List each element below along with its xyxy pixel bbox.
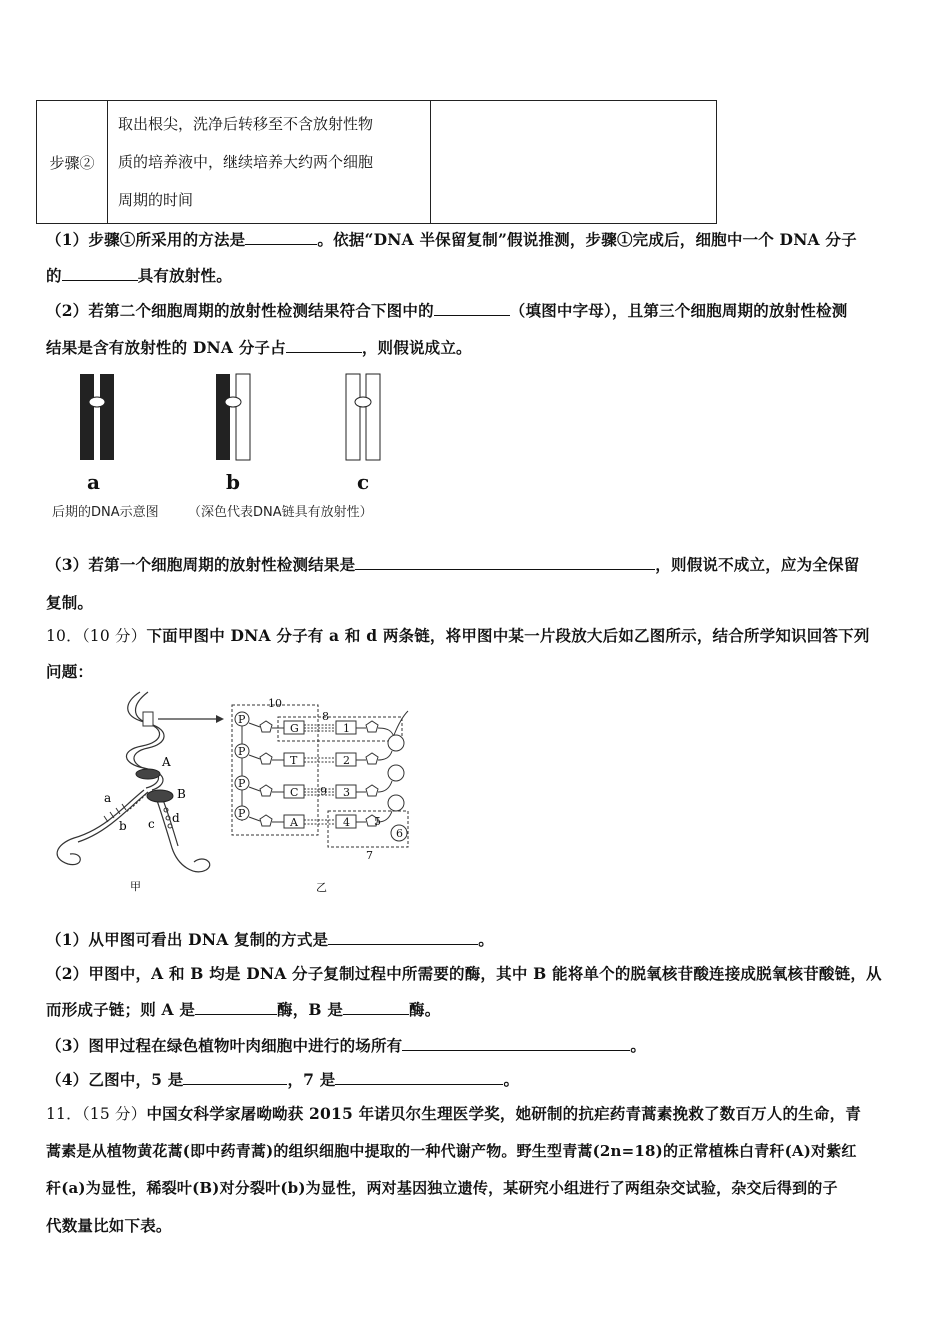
step-answer-cell bbox=[431, 101, 717, 224]
answer-blank[interactable] bbox=[335, 1070, 503, 1085]
strand-label-d: d bbox=[172, 811, 180, 825]
figure-yi-label: 乙 bbox=[316, 881, 327, 894]
structure-number-8: 8 bbox=[322, 710, 329, 723]
q10-stem-line1: 10．（10 分）下面甲图中 DNA 分子有 a 和 d 两条链，将甲图中某一片段放大后如乙图所示，结合所学知识回答下列 bbox=[46, 626, 870, 645]
answer-blank[interactable] bbox=[343, 1000, 409, 1015]
phosphate-label: P bbox=[238, 713, 246, 726]
base-label-g: G bbox=[290, 722, 299, 735]
chromosome-c bbox=[346, 374, 380, 460]
steps-table bbox=[36, 100, 717, 224]
q9-part3-line2: 复制。 bbox=[46, 593, 94, 612]
answer-blank[interactable] bbox=[183, 1070, 287, 1085]
q11-line2: 蒿素是从植物黄花蒿(即中药青蒿)的组织细胞中提取的一种代谢产物。野生型青蒿(2n=18)的正常植株白青秆(A)对紫红 bbox=[46, 1142, 857, 1160]
q11-line4: 代数量比如下表。 bbox=[46, 1216, 172, 1235]
structure-number-4: 4 bbox=[343, 816, 350, 829]
figure-label-a: a bbox=[87, 470, 100, 494]
strand-label-b: b bbox=[119, 819, 127, 833]
step-description bbox=[108, 101, 431, 224]
q9-part2-line2: 结果是含有放射性的 DNA 分子占 ，则假说成立。 bbox=[46, 338, 472, 357]
structure-number-10: 10 bbox=[268, 697, 282, 710]
base-label-a: A bbox=[290, 816, 298, 829]
answer-blank[interactable] bbox=[286, 338, 362, 353]
answer-blank[interactable] bbox=[434, 301, 510, 316]
chromosome-a bbox=[80, 374, 114, 460]
answer-blank[interactable] bbox=[355, 555, 655, 570]
q9-part1-line1: （1）步骤①所采用的方法是 。依据“DNA 半保留复制”假说推测，步骤①完成后，细胞中一个 DNA 分子 bbox=[46, 230, 857, 249]
strand-label-c: c bbox=[148, 817, 155, 831]
figure-caption-left: 后期的DNA示意图 bbox=[52, 505, 159, 520]
phosphate-label: P bbox=[238, 807, 246, 820]
phosphate-label: P bbox=[238, 777, 246, 790]
answer-blank[interactable] bbox=[195, 1000, 277, 1015]
q9-part3-line1: （3）若第一个细胞周期的放射性检测结果是 ，则假说不成立，应为全保留 bbox=[46, 555, 860, 574]
table-row bbox=[37, 101, 717, 224]
structure-number-9: 9 bbox=[320, 785, 327, 798]
step-label: 步骤② bbox=[37, 101, 108, 224]
base-label-c: C bbox=[290, 786, 299, 799]
figure-label-c: c bbox=[357, 470, 370, 494]
q10-sub2-line2: 而形成子链；则 A 是 酶，B 是 酶。 bbox=[46, 1000, 441, 1019]
q10-stem-line2: 问题： bbox=[46, 662, 94, 681]
q10-sub4: （4）乙图中，5 是 ，7 是 。 bbox=[46, 1070, 520, 1089]
base-label-t: T bbox=[290, 754, 298, 767]
question-score: （10 分） bbox=[81, 627, 147, 645]
question-number: 10． bbox=[46, 627, 82, 645]
answer-blank[interactable] bbox=[62, 266, 138, 281]
arrow-icon bbox=[158, 712, 228, 726]
step-line: 取出根尖，洗净后转移至不含放射性物 bbox=[118, 115, 374, 133]
chromosome-b bbox=[216, 374, 250, 460]
q11-line1: 11．（15 分）中国女科学家屠呦呦获 2015 年诺贝尔生理医学奖，她研制的抗疟药青蒿素挽救了数百万人的生命，青 bbox=[46, 1104, 861, 1123]
answer-blank[interactable] bbox=[402, 1036, 630, 1051]
answer-blank[interactable] bbox=[328, 930, 478, 945]
q9-part2-line1: （2）若第二个细胞周期的放射性检测结果符合下图中的 （填图中字母），且第三个细胞周期的放射性检测 bbox=[46, 301, 848, 320]
chromosome-figure bbox=[60, 368, 400, 468]
step-line: 质的培养液中，继续培养大约两个细胞 bbox=[118, 153, 374, 171]
figure-jia-label: 甲 bbox=[130, 880, 141, 893]
q10-sub3: （3）图甲过程在绿色植物叶肉细胞中进行的场所有 。 bbox=[46, 1036, 647, 1055]
structure-number-5: 5 bbox=[374, 815, 381, 828]
figure-label-b: b bbox=[226, 470, 240, 494]
phosphate-label: P bbox=[238, 745, 246, 758]
enzyme-label-A: A bbox=[162, 755, 171, 769]
structure-number-3: 3 bbox=[343, 786, 350, 799]
figure-yi-dna-structure bbox=[226, 695, 416, 895]
question-score: （15 分） bbox=[81, 1105, 147, 1123]
q10-sub1: （1）从甲图可看出 DNA 复制的方式是 。 bbox=[46, 930, 494, 949]
figure-caption-right: （深色代表DNA链具有放射性） bbox=[188, 505, 373, 520]
q11-line3: 秆(a)为显性，稀裂叶(B)对分裂叶(b)为显性，两对基因独立遗传，某研究小组进行了两组杂交试验，杂交后得到的子 bbox=[46, 1179, 838, 1197]
step-line: 周期的时间 bbox=[118, 191, 194, 209]
structure-number-1: 1 bbox=[343, 722, 350, 735]
structure-number-2: 2 bbox=[343, 754, 350, 767]
enzyme-label-B: B bbox=[177, 787, 186, 801]
q9-part1-line2: 的 具有放射性。 bbox=[46, 266, 232, 285]
strand-label-a: a bbox=[104, 791, 112, 805]
structure-number-6: 6 bbox=[396, 827, 403, 840]
structure-number-7: 7 bbox=[366, 849, 373, 862]
answer-blank[interactable] bbox=[245, 230, 317, 245]
question-number: 11． bbox=[46, 1105, 82, 1123]
q10-sub2-line1: （2）甲图中，A 和 B 均是 DNA 分子复制过程中所需要的酶，其中 B 能将单个的脱氧核苷酸连接成脱氧核苷酸链，从 bbox=[46, 964, 882, 983]
